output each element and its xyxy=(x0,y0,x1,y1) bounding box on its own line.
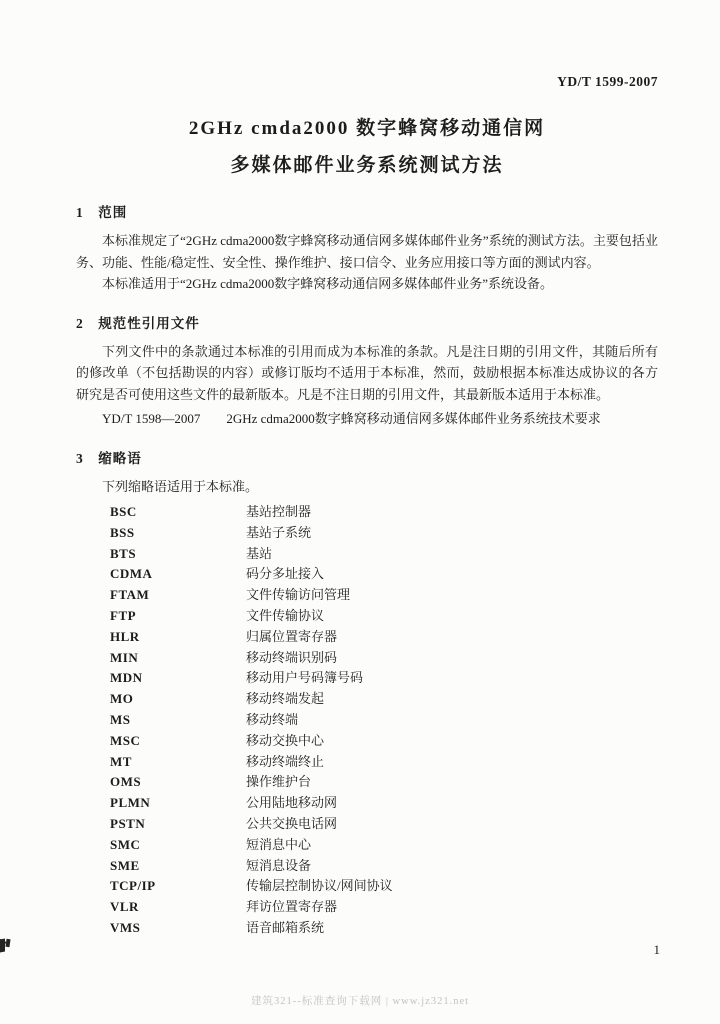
abbreviation-row xyxy=(110,606,658,627)
abbreviation-code: HLR xyxy=(110,628,140,644)
abbreviation-row xyxy=(110,856,658,877)
abbreviation-code: MS xyxy=(110,711,131,727)
abbreviation-code: VLR xyxy=(110,899,139,915)
abbreviation-row xyxy=(110,731,658,752)
normative-references-paragraph: 下列文件中的条款通过本标准的引用而成为本标准的条款。凡是注日期的引用文件，其随后所有的修改单（不包括勘误的内容）或修订版均不适用于本标准，然而，鼓励根据本标准达成协议的各方研究是否可使用这些文件的最新版本。凡是不注日期的引用文件，其最新版本适用于本标准。 xyxy=(76,343,658,402)
scope-paragraph-1: 本标准规定了“2GHz cdma2000数字蜂窝移动通信网多媒体邮件业务”系统的测试方法。主要包括业务、功能、性能/稳定性、安全性、操作维护、接口信令、业务应用接口等方面的测试内容。 xyxy=(76,233,658,270)
doc-number: YD/T 1599-2007 xyxy=(557,74,658,89)
abbreviation-definition: 公用陆地移动网 xyxy=(246,795,338,811)
abbreviation-definition: 码分多址接入 xyxy=(246,566,325,582)
abbreviation-row xyxy=(110,627,658,648)
abbreviation-code: FTP xyxy=(110,607,137,623)
abbreviation-code: BSS xyxy=(110,524,135,540)
abbreviation-code: MO xyxy=(110,691,134,707)
abbreviation-definition: 传输层控制协议/网间协议 xyxy=(246,878,393,894)
abbreviation-row xyxy=(110,772,658,793)
abbreviation-code: FTAM xyxy=(110,587,150,603)
abbreviation-definition: 归属位置寄存器 xyxy=(246,628,338,644)
abbreviation-definition: 拜访位置寄存器 xyxy=(246,899,338,915)
abbreviation-row xyxy=(110,648,658,669)
abbreviation-code: PSTN xyxy=(110,815,146,831)
abbreviation-definition: 移动用户号码簿号码 xyxy=(246,670,364,686)
abbreviation-definition: 文件传输协议 xyxy=(246,607,325,623)
abbreviation-definition: 语音邮箱系统 xyxy=(246,919,325,935)
abbreviation-row xyxy=(110,544,658,565)
abbreviation-row xyxy=(110,689,658,710)
abbreviation-definition: 移动终端终止 xyxy=(246,753,325,769)
abbreviation-code: BSC xyxy=(110,504,137,519)
abbreviation-definition: 操作维护台 xyxy=(246,774,312,790)
abbreviation-code: TCP/IP xyxy=(110,878,156,894)
abbreviation-definition: 基站 xyxy=(246,545,273,561)
abbreviation-code: SMC xyxy=(110,836,141,852)
scope-paragraph-2: 本标准适用于“2GHz cdma2000数字蜂窝移动通信网多媒体邮件业务”系统设备。 xyxy=(102,276,553,291)
abbreviation-code: MIN xyxy=(110,649,139,665)
referenced-standard: YD/T 1598—2007 2GHz cdma2000数字蜂窝移动通信网多媒体邮件业务系统技术要求 xyxy=(102,411,601,426)
abbreviation-row xyxy=(110,793,658,814)
abbreviation-row xyxy=(110,835,658,856)
abbreviation-code: PLMN xyxy=(110,795,151,811)
section-heading-scope: 1 范围 xyxy=(76,205,128,220)
abbreviation-code: MT xyxy=(110,753,132,769)
abbreviation-list xyxy=(110,502,658,939)
abbreviation-row xyxy=(110,918,658,939)
abbreviation-code: SME xyxy=(110,857,140,873)
abbreviation-row xyxy=(110,523,658,544)
abbreviation-row xyxy=(110,710,658,731)
abbreviation-definition: 短消息设备 xyxy=(246,857,312,873)
abbreviation-row xyxy=(110,668,658,689)
abbreviation-definition: 公共交换电话网 xyxy=(246,815,338,831)
abbreviation-code: VMS xyxy=(110,919,141,935)
abbreviation-definition: 文件传输访问管理 xyxy=(246,587,351,603)
abbreviation-code: MDN xyxy=(110,670,143,686)
abbreviation-row xyxy=(110,585,658,606)
document-title-line2: 多媒体邮件业务系统测试方法 xyxy=(230,155,504,176)
section-heading-abbreviations: 3 缩略语 xyxy=(76,450,142,466)
abbreviation-code: MSC xyxy=(110,732,141,748)
abbreviation-row xyxy=(110,564,658,585)
abbreviation-row xyxy=(110,897,658,918)
abbreviation-row xyxy=(110,502,658,523)
page-number: 1 xyxy=(653,942,660,957)
document-title-line1: 2GHz cmda2000 数字蜂窝移动通信网 xyxy=(188,118,546,139)
abbreviation-row xyxy=(110,876,658,897)
abbreviation-code: OMS xyxy=(110,774,142,790)
abbreviation-definition: 基站控制器 xyxy=(246,504,312,519)
section-heading-normative-references: 2 规范性引用文件 xyxy=(76,315,200,331)
abbreviation-definition: 移动终端识别码 xyxy=(246,649,338,665)
abbreviation-definition: 基站子系统 xyxy=(246,524,312,540)
abbreviation-definition: 移动终端 xyxy=(246,711,299,727)
abbreviation-row xyxy=(110,752,658,773)
abbreviation-code: BTS xyxy=(110,545,137,561)
scan-artifact xyxy=(5,938,10,946)
footer-watermark: 建筑321--标准查询下载网 | www.jz321.net xyxy=(250,996,470,1007)
document-title xyxy=(76,110,658,184)
abbreviation-row xyxy=(110,814,658,835)
abbreviation-definition: 移动终端发起 xyxy=(246,691,325,707)
abbreviation-definition: 短消息中心 xyxy=(246,836,312,852)
abbreviations-intro: 下列缩略语适用于本标准。 xyxy=(102,478,259,494)
abbreviation-definition: 移动交换中心 xyxy=(246,732,325,748)
abbreviation-code: CDMA xyxy=(110,566,153,582)
